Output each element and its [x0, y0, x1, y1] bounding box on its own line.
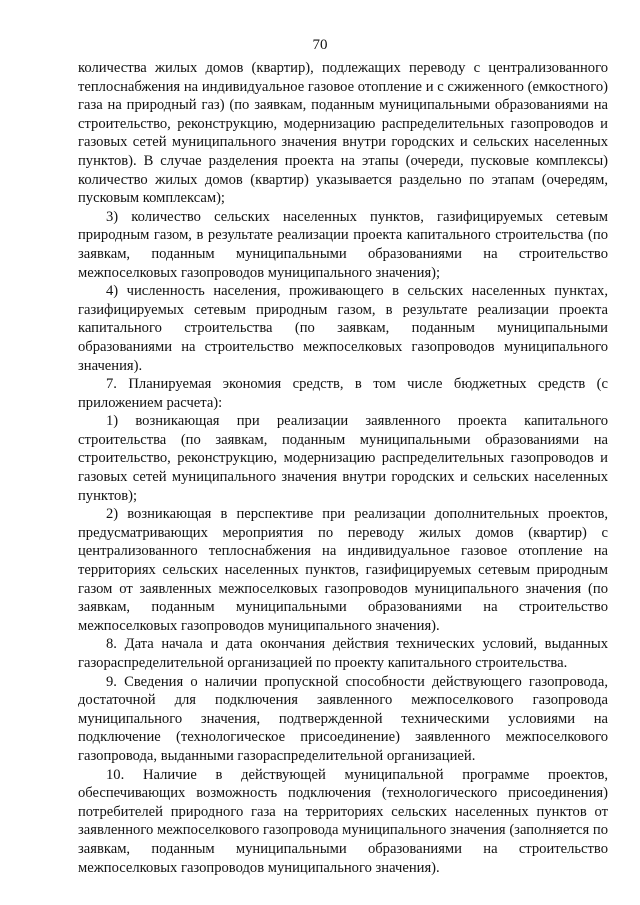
page-number: 70	[312, 37, 328, 53]
document-body	[78, 59, 608, 877]
paragraph-section-10: 10. Наличие в действующей муниципальной программе проектов, обеспечивающих возможность подключения (технологического присоединения) потребителей природного газа на территориях сельских населенных пунктов от заявленного межпоселкового газопровода муниципального значения (заполняется по заявкам, поданным муниципальными образованиями на строительство межпоселковых газопроводов муниципального значения).	[78, 766, 608, 876]
paragraph-section-7: 7. Планируемая экономия средств, в том числе бюджетных средств (с приложением расчета):	[78, 376, 608, 411]
paragraph-section-7-item-1: 1) возникающая при реализации заявленного проекта капитального строительства (по заявкам, поданным муниципальными образованиями на строительство, реконструкцию, модернизацию распределительных газопроводов и газовых сетей муниципального значения внутри городских и сельских населенных пунктов);	[78, 413, 608, 504]
paragraph-section-9: 9. Сведения о наличии пропускной способности действующего газопровода, достаточной для подключения заявленного межпоселкового газопровода муниципального значения, подтвержденной техническими условиями на подключение (технологическое присоединение) заявленного межпоселкового газопровода, выданными газораспределительной организацией.	[78, 673, 608, 764]
paragraph-item-4: 4) численность населения, проживающего в сельских населенных пунктах, газифицируемых сетевым природным газом, в результате реализации проекта капитального строительства (по заявкам, поданным муниципальными образованиями на строительство межпоселковых газопроводов муниципального значения).	[78, 283, 608, 374]
paragraph-item-3: 3) количество сельских населенных пунктов, газифицируемых сетевым природным газом, в результате реализации проекта капитального строительства (по заявкам, поданным муниципальными образованиями на строительство межпоселковых газопроводов муниципального значения);	[78, 208, 608, 281]
paragraph-section-8: 8. Дата начала и дата окончания действия технических условий, выданных газораспределительной организацией по проекту капитального строительства.	[78, 636, 608, 671]
paragraph-continuation: количества жилых домов (квартир), подлежащих переводу с централизованного теплоснабжения на индивидуальное газовое отопление и с сжиженного (емкостного) газа на природный газ) (по заявкам, поданным муниципальными образованиями на строительство, реконструкцию, модернизацию распределительных газопроводов и газовых сетей муниципального значения внутри городских и сельских населенных пунктов). В случае разделения проекта на этапы (очереди, пусковые комплексы) количество жилых домов (квартир) указывается раздельно по этапам (очередям, пусковым комплексам);	[78, 60, 608, 207]
paragraph-section-7-item-2: 2) возникающая в перспективе при реализации дополнительных проектов, предусматривающих мероприятия по переводу жилых домов (квартир) с централизованного теплоснабжения на индивидуальное газовое отопление на территориях сельских населенных пунктов, газифицируемых сетевым природным газом от заявленных межпоселковых газопроводов муниципального значения (по заявкам, поданным муниципальными образованиями на строительство межпоселковых газопроводов муниципального значения).	[78, 506, 608, 634]
